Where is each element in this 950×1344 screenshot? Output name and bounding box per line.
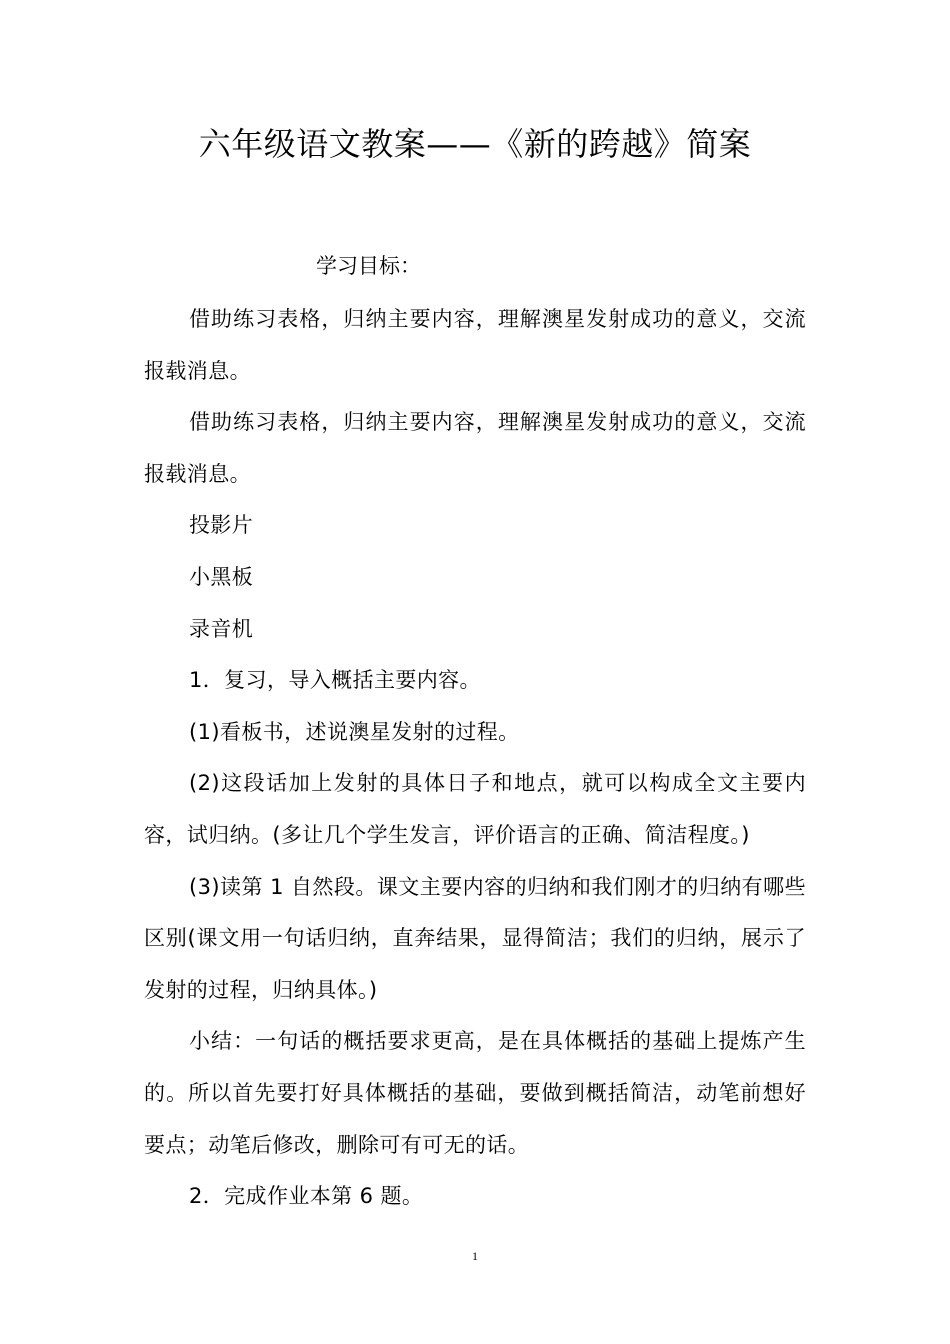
paragraph: 小黑板 xyxy=(189,564,254,589)
paragraph: 借助练习表格，归纳主要内容，理解澳星发射成功的意义，交流报载消息。 xyxy=(144,307,806,383)
paragraph: 借助练习表格，归纳主要内容，理解澳星发射成功的意义，交流报载消息。 xyxy=(144,410,806,486)
document-body xyxy=(144,294,806,1223)
document-title: 六年级语文教案——《新的跨越》简案 xyxy=(198,125,752,163)
section-heading: 学习目标： xyxy=(316,254,421,278)
paragraph: 小结：一句话的概括要求更高，是在具体概括的基础上提炼产生的。所以首先要打好具体概括的基础，要做到概括简洁，动笔前想好要点；动笔后修改，删除可有可无的话。 xyxy=(144,1029,806,1157)
page-number: 1 xyxy=(472,1249,478,1263)
paragraph: 2．完成作业本第 6 题。 xyxy=(189,1184,424,1209)
paragraph: (3)读第 1 自然段。课文主要内容的归纳和我们刚才的归纳有哪些区别(课文用一句话归纳，直奔结果，显得简洁；我们的归纳，展示了发射的过程，归纳具体。) xyxy=(144,874,806,1002)
paragraph: 录音机 xyxy=(189,616,254,641)
paragraph: (1)看板书，述说澳星发射的过程。 xyxy=(189,719,520,744)
paragraph: 投影片 xyxy=(189,513,254,538)
paragraph: (2)这段话加上发射的具体日子和地点，就可以构成全文主要内容，试归纳。(多让几个学生发言，评价语言的正确、简洁程度。) xyxy=(144,771,806,847)
paragraph: 1．复习，导入概括主要内容。 xyxy=(189,668,481,693)
